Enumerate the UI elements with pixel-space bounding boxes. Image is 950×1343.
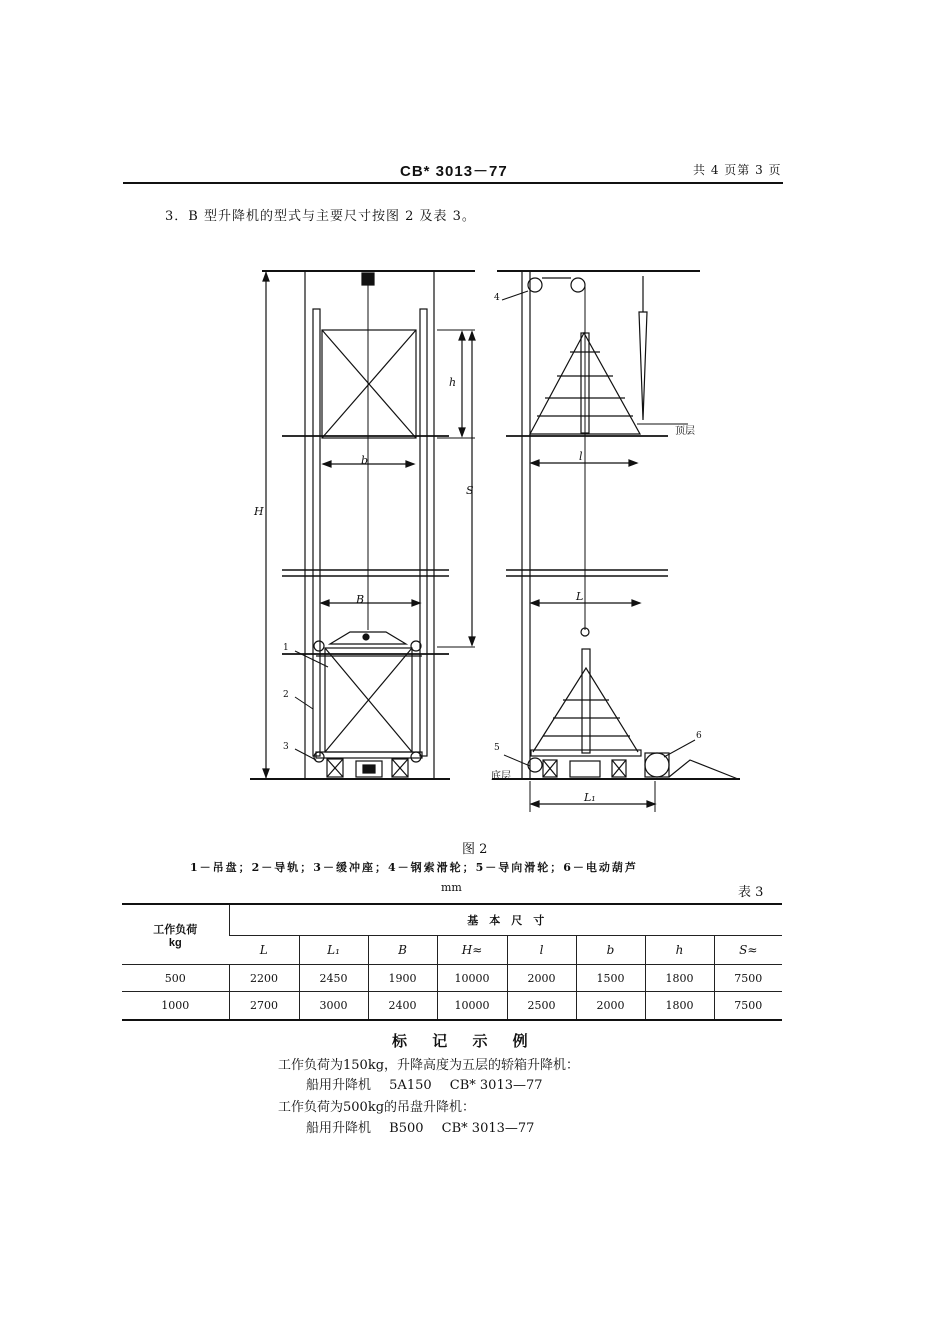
load-cell: 1000 <box>122 992 229 1021</box>
table-cell: 10000 <box>437 992 507 1021</box>
label-B: B <box>356 593 365 606</box>
label-1: 1 <box>283 643 289 653</box>
col-header: h <box>645 936 714 965</box>
example-1-model: 5A150 <box>389 1078 432 1093</box>
example-1-standard: CB* 3013—77 <box>449 1078 543 1093</box>
col-header: H≈ <box>437 936 507 965</box>
example-2-standard: CB* 3013—77 <box>441 1121 535 1136</box>
label-L: L <box>576 590 584 603</box>
right-view <box>492 271 740 812</box>
table-cell: 1800 <box>645 965 714 992</box>
table-cell: 2700 <box>229 992 299 1021</box>
figure-title: 图 2 <box>462 842 488 857</box>
label-2: 2 <box>283 690 289 700</box>
page-info: 共 4 页第 3 页 <box>693 163 782 177</box>
table-cell: 3000 <box>299 992 368 1021</box>
example-2-name: 船用升降机 <box>306 1121 372 1136</box>
table-name: 表 3 <box>738 885 764 900</box>
label-b: b <box>361 454 369 467</box>
col-header: L₁ <box>299 936 368 965</box>
table-cell: 1900 <box>368 965 437 992</box>
label-l: l <box>579 450 583 463</box>
label-h: h <box>449 376 457 389</box>
table-cell: 7500 <box>714 992 782 1021</box>
col-header: L <box>229 936 299 965</box>
label-3: 3 <box>283 742 289 752</box>
table-cell: 2200 <box>229 965 299 992</box>
load-header: 工作负荷 kg <box>122 904 229 965</box>
table-cell: 2400 <box>368 992 437 1021</box>
col-header: S≈ <box>714 936 782 965</box>
table-cell: 1500 <box>576 965 645 992</box>
example-2-designation <box>306 1117 534 1136</box>
table-cell: 2000 <box>507 965 576 992</box>
col-header: l <box>507 936 576 965</box>
intro-text: 3．B 型升降机的型式与主要尺寸按图 2 及表 3。 <box>165 209 476 224</box>
figure-legend: 1－吊盘；2－导轨；3－缓冲座；4－钢索滑轮；5－导向滑轮；6－电动葫芦 <box>190 861 638 874</box>
left-view <box>250 271 475 779</box>
label-4: 4 <box>494 293 500 303</box>
label-6: 6 <box>696 731 702 741</box>
col-header: b <box>576 936 645 965</box>
table-unit: mm <box>441 881 462 894</box>
table-row <box>122 992 782 1021</box>
example-1-name: 船用升降机 <box>306 1078 372 1093</box>
table-cell: 2000 <box>576 992 645 1021</box>
col-header: B <box>368 936 437 965</box>
table-cell: 10000 <box>437 965 507 992</box>
example-2-description: 工作负荷为500kg的吊盘升降机： <box>278 1100 476 1115</box>
label-bottom-floor: 底层 <box>491 771 511 782</box>
label-top-floor: 顶层 <box>675 426 695 437</box>
example-2-model: B500 <box>389 1121 424 1136</box>
table-row <box>122 965 782 992</box>
group-header: 基 本 尺 寸 <box>229 904 782 936</box>
label-S: S <box>466 484 474 497</box>
load-cell: 500 <box>122 965 229 992</box>
example-1-designation <box>306 1074 543 1093</box>
example-1-description: 工作负荷为150kg，升降高度为五层的轿箱升降机： <box>278 1058 580 1073</box>
standard-code: CB* 3013－77 <box>400 163 508 180</box>
table-cell: 2450 <box>299 965 368 992</box>
label-5: 5 <box>494 743 500 753</box>
label-L1: L₁ <box>584 791 596 804</box>
table-cell: 7500 <box>714 965 782 992</box>
examples-title: 标 记 示 例 <box>392 1032 538 1050</box>
table-cell: 1800 <box>645 992 714 1021</box>
table-cell: 2500 <box>507 992 576 1021</box>
label-H: H <box>254 505 264 518</box>
dimensions-table <box>122 903 782 1021</box>
